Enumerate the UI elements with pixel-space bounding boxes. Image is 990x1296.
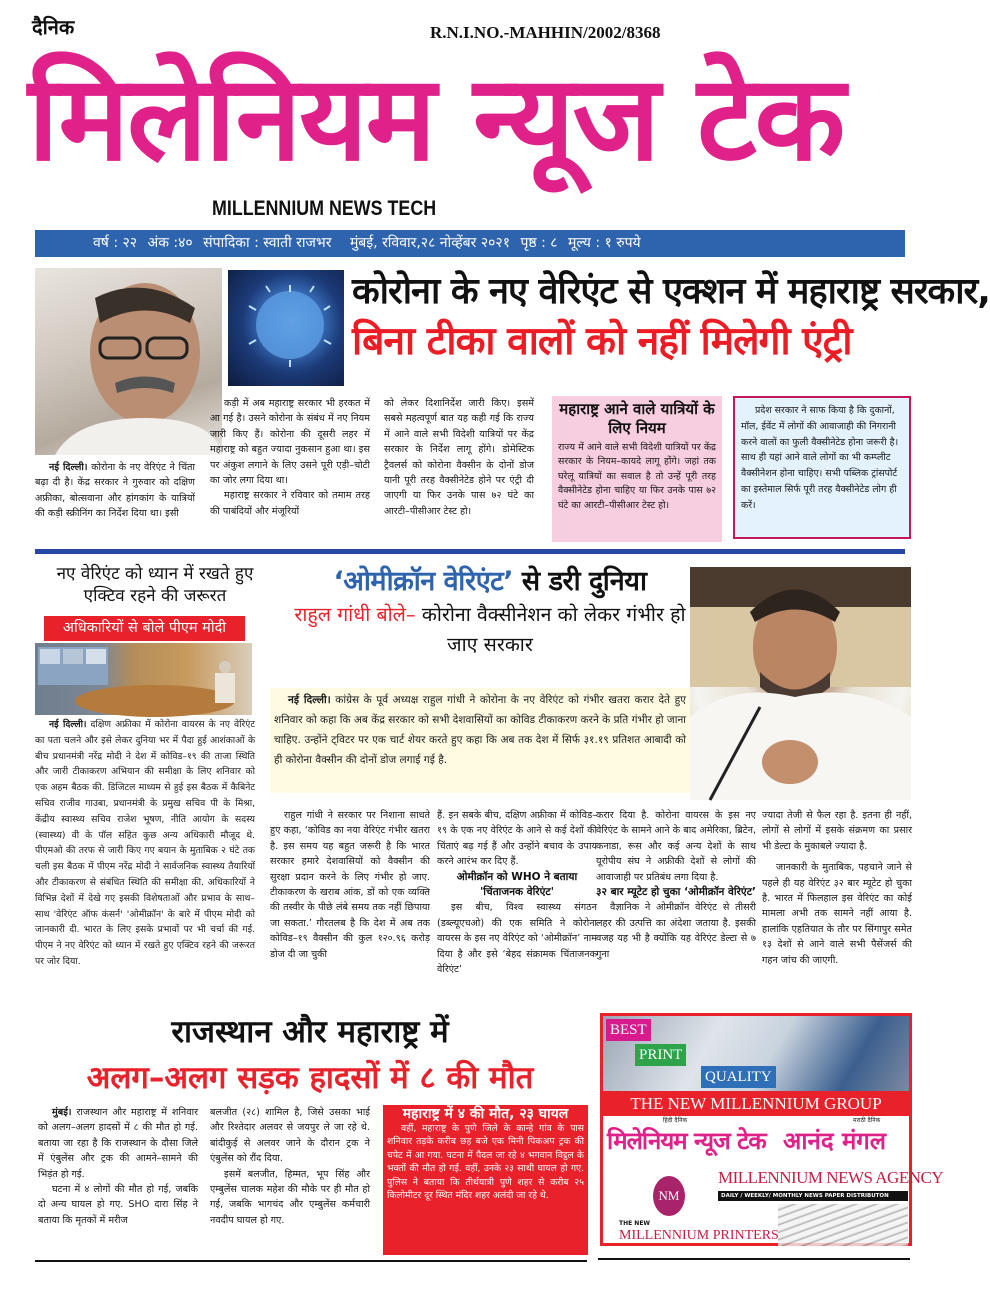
person-photo-icon	[690, 567, 911, 800]
story3-column-3	[596, 808, 756, 962]
issue-info-bar	[35, 230, 905, 257]
headline-story1-line2: बिना टीका वालों को नहीं मिलेगी एंट्री	[352, 319, 852, 364]
story1-column-2	[210, 396, 370, 519]
state-govt-box	[733, 396, 911, 539]
story3-column-1	[270, 808, 430, 962]
story2-text: दक्षिण अफ्रीका में कोरोना वायरस के नए वेरिएंट का पता चलने और इसे लेकर दुनिया भर में पैदा हुई आशंकाओं के बीच प्रधानमंत्री नरेंद्र मोदी ने देश में कोविड–१९ की ताजा स्थिति और जारी टीकाकरण अभियान की समीक्षा के लिए शनिवार को एक अहम बैठक की. डिजिटल माध्यम से हुई इस बैठक में कैबिनेट सचिव राजीव गाउबा, प्रधानमंत्री के प्रमुख सचिव पी के मिश्रा, केंद्रीय स्वास्थ्य सचिव राजेश भूषण, नीति आयोग के सदस्य (स्वास्थ्य) वी के पॉल सहित कुछ अन्य अधिकारी मौजूद थे. पीएमओ की तरफ से जारी किए गए बयान के मुताबिक २ घंटे तक चली इस बैठक में पीएम नरेंद्र मोदी ने सार्वजनिक स्वास्थ्य तैयारियों और टीकाकरण से संबंधित स्थिति की समीक्षा की. अधिकारियों ने विभिन्न देशों में देखे गए इसकी विशेषताओं और प्रभाव के साथ–साथ 'वेरिएंट ऑफ कंसर्न' 'ओमीक्रॉन' के बारे में पीएम मोदी को जानकारी दी. भारत के लिए इसके प्रभावों पर भी चर्चा की गई. पीएम ने नए वेरिएंट को ध्यान में रखते हुए एक्टिव रहने की जरूरत पर जोर दिया.	[35, 719, 255, 967]
photo-pm-meeting	[35, 643, 252, 715]
issue-year: वर्ष : २२	[93, 235, 138, 251]
issue-editor: संपादिका : स्वाती राजभर	[203, 235, 332, 251]
masthead-title-english: MILLENNIUM NEWS TECH	[212, 197, 437, 220]
virus-icon	[228, 270, 344, 386]
subheadline-story3	[280, 600, 700, 660]
headline-story3-black: से डरी दुनिया	[513, 566, 647, 597]
issue-pages: पृष्ठ : ८	[520, 235, 558, 251]
story1-column-1	[35, 460, 195, 522]
ad-quality-label: QUALITY	[701, 1066, 776, 1088]
story4-column-2	[210, 1105, 370, 1228]
person-photo-icon	[35, 268, 222, 455]
photo-coronavirus	[228, 270, 344, 386]
story3-paragraph: ज्यादा तेजी से फैल रहा है. इतना ही नहीं, लोगों से लोगों में इसके संक्रमण का प्रसार भी डेल्टा के मुकाबले ज्यादा है.	[762, 810, 912, 852]
newspaper-stack-icon	[778, 1204, 908, 1246]
section-divider	[35, 549, 905, 554]
rules-box-body: राज्य में आने वाले सभी विदेशी यात्रियों पर केंद्र सरकार के नियम–कायदे लागू होंगे। जहां तक घरेलू यात्रियों का सवाल है तो उन्हें पूरी तरह वैक्सीनेटेड होना चाहिए या फिर उनके पास ७२ घंटे का आरटी–पीसीआर टेस्ट हो।	[558, 442, 716, 511]
headline-story4-line2: अलग–अलग सड़क हादसों में ८ की मौत	[86, 1060, 534, 1096]
ad-best-label: BEST	[606, 1019, 651, 1041]
ad-group-banner: THE NEW MILLENNIUM GROUP	[603, 1091, 909, 1116]
ad-paper-anand-mangal: आनंद मंगल	[783, 1127, 887, 1155]
story2-tag: अधिकारियों से बोले पीएम मोदी	[44, 616, 245, 641]
ad-marathi-daily-label: मराठी दैनिक	[853, 1117, 881, 1124]
maharashtra-accident-box	[383, 1105, 588, 1255]
headline-story2: नए वेरिएंट को ध्यान में रखते हुए एक्टिव रहने की जरूरत	[56, 564, 254, 606]
accident-box-body: वहीं, महाराष्ट्र के पुणे जिले के कान्हे गांव के पास शनिवार तड़के करीब छह बजे एक मिनी पिकअप ट्रक की चपेट में आ गया. घटना में पैदल जा रहे ४ भगवान विट्ठल के भक्तों की मौत हो गई. वहीं, उनके २३ साथी घायल हो गए. पुलिस ने बताया कि तीर्थयात्री पुणे शहर से करीब २५ किलोमीटर दूर स्थित मंदिर शहर अलंदी जा रहे थे.	[387, 1123, 584, 1202]
ad-distribution-line: DAILY / WEEKLY/ MONTHLY NEWS PAPER DISTRIBUTON	[718, 1191, 908, 1201]
headline-story1-line1: कोरोना के नए वेरिएंट से एक्शन में महाराष्ट्र सरकार,	[352, 271, 990, 312]
dateline: नई दिल्ली।	[49, 719, 87, 730]
subheadline-story3-black: कोरोना वैक्सीनेशन को लेकर गंभीर हो जाए सरकार	[415, 603, 686, 656]
story3-column-4	[762, 808, 912, 968]
ad-printers: MILLENNIUM PRINTERS	[619, 1228, 779, 1243]
headline-story4-line1: राजस्थान और महाराष्ट्र में	[171, 1014, 449, 1050]
bottom-rule	[598, 1258, 910, 1260]
headline-story3-blue: ‘ओमीक्रॉन वेरिएंट’	[333, 566, 514, 597]
rules-box-title: महाराष्ट्र आने वाले यात्रियों के लिए नियम	[559, 400, 715, 437]
story3-lead-text: कांग्रेस के पूर्व अध्यक्ष राहुल गांधी ने कोरोना के नए वेरिएंट को गंभीर खतरा करार देते हुए शनिवार को कहा कि अब केंद्र सरकार को सभी देशवासियों का कोविड टीकाकरण करने के प्रति गंभीर हो जाना चाहिए. उन्होंने ट्विटर पर एक चार्ट शेयर करते हुए कहा कि अब तक देश में सिर्फ ३१.१९ प्रतिशत आबादी को ही कोरोना वैक्सीन की दोनों डोज लगाई गई है.	[274, 694, 686, 766]
story3-subheading-mutation: ३२ बार म्यूटेट हो चुका ‘ओमीक्रॉन वेरिएंट’	[596, 886, 756, 899]
issue-number: अंक :४०	[147, 235, 193, 251]
masthead-dainik: दैनिक	[32, 15, 75, 39]
issue-price: मूल्य : १ रुपये	[568, 235, 641, 251]
ad-paper-millennium: मिलेनियम न्यूज टेक	[607, 1127, 766, 1155]
story1-paragraph: महाराष्ट्र सरकार ने रविवार को तमाम तरह की पाबंदियों और मंजूरियों	[210, 490, 370, 517]
dateline: मुंबई।	[52, 1107, 72, 1118]
story4-paragraph: बलजीत (२८) शामिल है, जिसे उसका भाई और रिश्तेदार अलवर से जयपुर ले जा रहे थे. बांदीकुई से अलवर जाने के दौरान ट्रक ने एंबुलेंस को रौंद दिया.	[210, 1107, 370, 1165]
story4-column-1	[38, 1105, 198, 1228]
photo-uddhav-thackeray	[35, 268, 222, 455]
story2-body	[35, 717, 255, 970]
meeting-room-icon	[35, 643, 252, 715]
rules-box-pink	[552, 396, 722, 542]
ad-press-image	[603, 1016, 909, 1091]
story4-paragraph: इसमें बलजीत, हिम्मत, भूप सिंह और एम्बुलेंस चालक महेश की मौके पर ही मौत हो गई, जबकि भागचंद और एम्बुलेंस कर्मचारी नवदीप घायल हो गए.	[210, 1168, 370, 1226]
story3-paragraph: हैं. इन सबके बीच, दक्षिण अफ्रीका में कोविड–१९ के एक नए वेरिएंट के आने से कई देशों की चिंताएं बढ़ गई हैं और उन्होंने बचाव के उपाय करने आरंभ कर दिए हैं.	[437, 810, 597, 868]
story3-column-2	[437, 808, 597, 977]
story3-paragraph: करार दिया है. कोरोना वायरस के इस नए वेरिएंट के सामने आने के बाद अमेरिका, ब्रिटेन, कनाडा, रूस और कई अन्य देशों के साथ यूरोपीय संघ ने अफ्रीकी देशों से लोगों की आवाजाही पर प्रतिबंध लगा दिया है.	[596, 810, 756, 883]
ad-the-new: THE NEW	[619, 1220, 651, 1227]
masthead-title-hindi: मिलेनियम न्यूज टेक	[28, 49, 844, 187]
story4-paragraph: घटना में ४ लोगों की मौत हो गई, जबकि दो अन्य घायल हो गए. SHO दारा सिंह ने बताया कि मृतकों में मरीज	[38, 1184, 198, 1226]
story3-paragraph: इस बीच, विश्व स्वास्थ्य संगठन (डब्ल्यूएचओ) की एक समिति ने कोरोना वायरस के इस नए वेरिएंट को ‘ओमीक्रॉन’ नाम दिया है और इसे ‘बेहद संक्रामक चिंताजनक वेरिएंट’	[437, 902, 597, 976]
accident-box-title: महाराष्ट्र में ४ की मौत, २३ घायल	[402, 1106, 569, 1122]
photo-rahul-gandhi	[690, 567, 911, 800]
state-govt-box-body: प्रदेश सरकार ने साफ किया है कि दुकानों, मॉल, ईवेंट में लोगों की आवाजाही की निगरानी करने वालों का फुली वैक्सीनेटेड होना जरूरी है। साथ ही यहां आने वाले लोगों का भी कम्प्लीट वैक्सीनेशन होना चाहिए। सभी पब्लिक ट्रांसपोर्ट का इस्तेमाल सिर्फ पूरी तरह वैक्सीनेटेड लोग ही करें।	[741, 405, 899, 511]
story3-lead	[270, 688, 690, 793]
bottom-rule	[35, 1260, 587, 1262]
issue-dateline: मुंबई, रविवार,२८ नोव्हेंबर २०२१	[349, 235, 510, 251]
story1-column-3: को लेकर दिशानिर्देश जारी किए। इसमें सबसे महत्वपूर्ण बात यह कही गई कि राज्य में आने वाले सभी विदेशी यात्रियों पर केंद्र सरकार के निर्देश लागू होंगे। डोमेस्टिक ट्रैवलर्स को कोरोना वैक्सीन के दोनों डोज यानी पूरी तरह वैक्सीनेटेड होने पर एंट्री दी जाएगी या फिर उनके पास ७२ घंटे का आरटी–पीसीआर टेस्ट हो।	[384, 398, 534, 517]
ad-print-label: PRINT	[635, 1044, 686, 1066]
story1-paragraph: कड़ी में अब महाराष्ट्र सरकार भी हरकत में आ गई है। उसने कोरोना के संबंध में नए नियम जारी किए हैं। कोरोना की दूसरी लहर में महाराष्ट्र को बहुत ज्यादा नुकसान हुआ था। इस पर अंकुश लगाने के लिए उसने पूरी एड़ी–चोटी का जोर लगा दिया था।	[210, 398, 370, 487]
rni-number: R.N.I.NO.-MAHHIN/2002/8368	[430, 23, 661, 42]
story3-paragraph: राहुल गांधी ने सरकार पर निशाना साधते हुए कहा, ‘कोविड का नया वेरिएंट गंभीर खतरा है. इस समय यह बहुत जरूरी है कि भारत सरकार हमारे देशवासियों को वैक्सीन की सुरक्षा प्रदान करने के लिए गंभीर हो जाए. टीकाकरण के खराब आंक, डों को एक व्यक्ति की तस्वीर के पीछे लंबे समय तक नहीं छिपाया जा सकता.’ गौरतलब है कि देश में अब तक कोविड–१९ वैक्सीन की कुल १२०.९६ करोड़ डोज दी जा चुकी	[270, 810, 430, 960]
dateline: नई दिल्ली।	[49, 462, 88, 473]
headline-story3	[280, 565, 700, 599]
story4-text: राजस्थान और महाराष्ट्र में शनिवार को अलग–अलग हादसों में ८ की मौत हो गई. बताया जा रहा है कि राजस्थान के दौसा जिले में एंबुलेंस और ट्रक की आमने–सामने की भिड़ंत हो गई.	[38, 1107, 198, 1180]
advertisement-millennium-group	[600, 1013, 944, 1246]
ad-news-agency: MILLENNIUM NEWS AGENCY	[718, 1168, 944, 1187]
story1-text: कोरोना के नए वेरिएंट ने चिंता बढ़ा दी है। केंद्र सरकार ने गुरुवार को दक्षिण अफ्रीका, बोत्सवाना और हांगकांग के यात्रियों की कड़ी स्क्रीनिंग का निर्देश दिया था। इसी	[35, 462, 196, 520]
subheadline-story3-red: राहुल गांधी बोले–	[294, 603, 416, 626]
ad-hindi-daily-label: हिंदी दैनिक	[663, 1117, 688, 1124]
ad-logo-icon: NM	[653, 1176, 685, 1216]
story3-paragraph: जानकारी के मुताबिक, पहचाने जाने से पहले ही यह वेरिएंट ३२ बार म्यूटेट हो चुका है. भारत में फिलहाल इस वेरिएंट का कोई मामला अभी तक सामने नहीं आया है. हालांकि एहतियात के तौर पर सिंगापुर समेत १३ देशों से आने वाले सभी पैसेंजर्स की गहन जांच की जाएगी.	[762, 862, 912, 966]
story3-subheading-who: ओमीक्रॉन को WHO ने बताया 'चिंताजनक वेरिएंट'	[456, 870, 578, 899]
dateline: नई दिल्ली।	[288, 694, 331, 706]
story3-paragraph: वैज्ञानिक ने ओमीक्रॉन वेरिएंट से तीसरी लहर की उत्पत्ति का अंदेशा जताया है. इसकी वजह यह भी है क्योंकि यह वेरिएंट डेल्टा से ७ गुना	[596, 902, 756, 960]
